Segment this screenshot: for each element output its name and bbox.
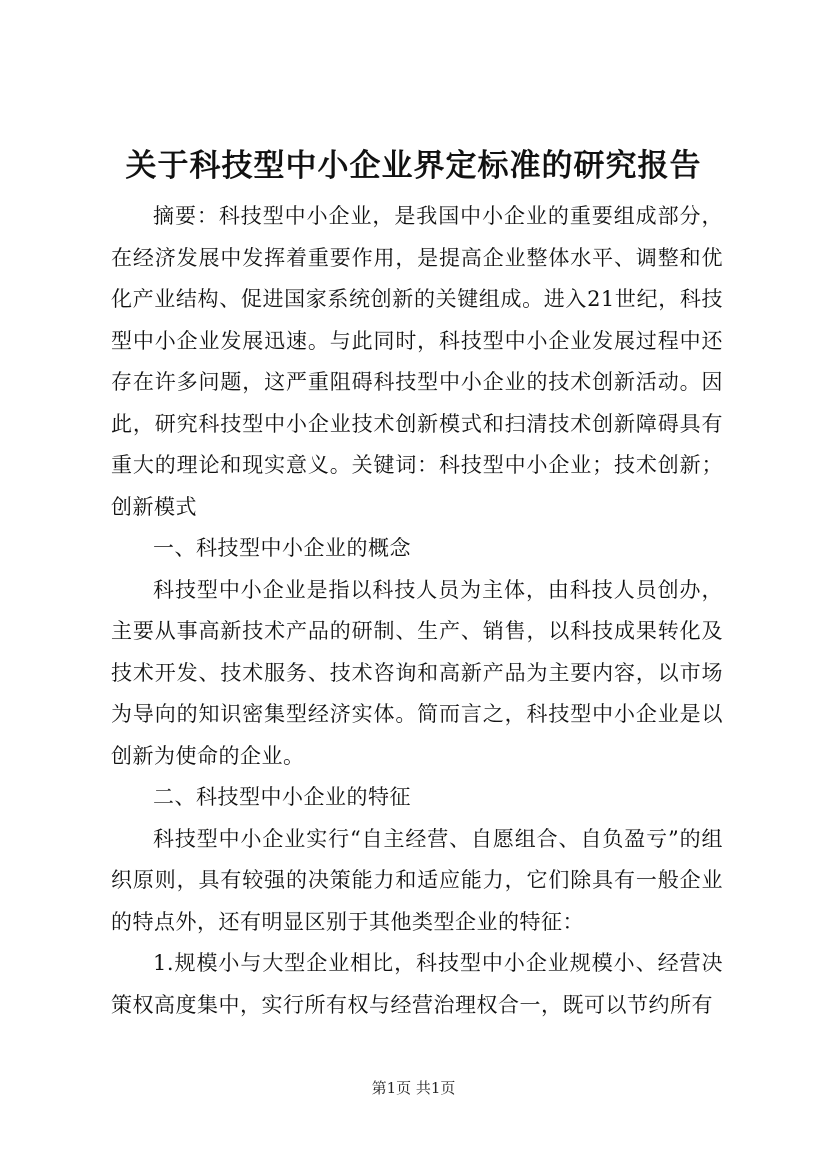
document-title: 关于科技型中小企业界定标准的研究报告 [125,148,702,184]
section-heading-features: 二、科技型中小企业的特征 [153,785,411,809]
feature-item-1: 1.规模小与大型企业相比，科技型中小企业规模小、经营决策权高度集中，实行所有权与经营治理权合一，既可以节约所有 [111,951,723,1017]
abstract-paragraph: 摘要：科技型中小企业，是我国中小企业的重要组成部分，在经济发展中发挥着重要作用，是提高企业整体水平、调整和优化产业结构、促进国家系统创新的关键组成。进入21世纪，科技型中小企业发展迅速。与此同时，科技型中小企业发展过程中还存在许多问题，这严重阻碍科技型中小企业的技术创新活动。因此，研究科技型中小企业技术创新模式和扫清技术创新障碍具有重大的理论和现实意义。关键词：科技型中小企业；技术创新；创新模式 [111,204,723,519]
concept-paragraph: 科技型中小企业是指以科技人员为主体，由科技人员创办，主要从事高新技术产品的研制、生产、销售，以科技成果转化及技术开发、技术服务、技术咨询和高新产品为主要内容，以市场为导向的知识密集型经济实体。简而言之，科技型中小企业是以创新为使命的企业。 [111,577,723,768]
section-heading-concept: 一、科技型中小企业的概念 [153,536,411,560]
document-body [111,196,723,1026]
features-paragraph: 科技型中小企业实行“自主经营、自愿组合、自负盈亏”的组织原则，具有较强的决策能力和适应能力，它们除具有一般企业的特点外，还有明显区别于其他类型企业的特征： [111,826,723,934]
page-footer: 第1页 共1页 [371,1079,456,1097]
